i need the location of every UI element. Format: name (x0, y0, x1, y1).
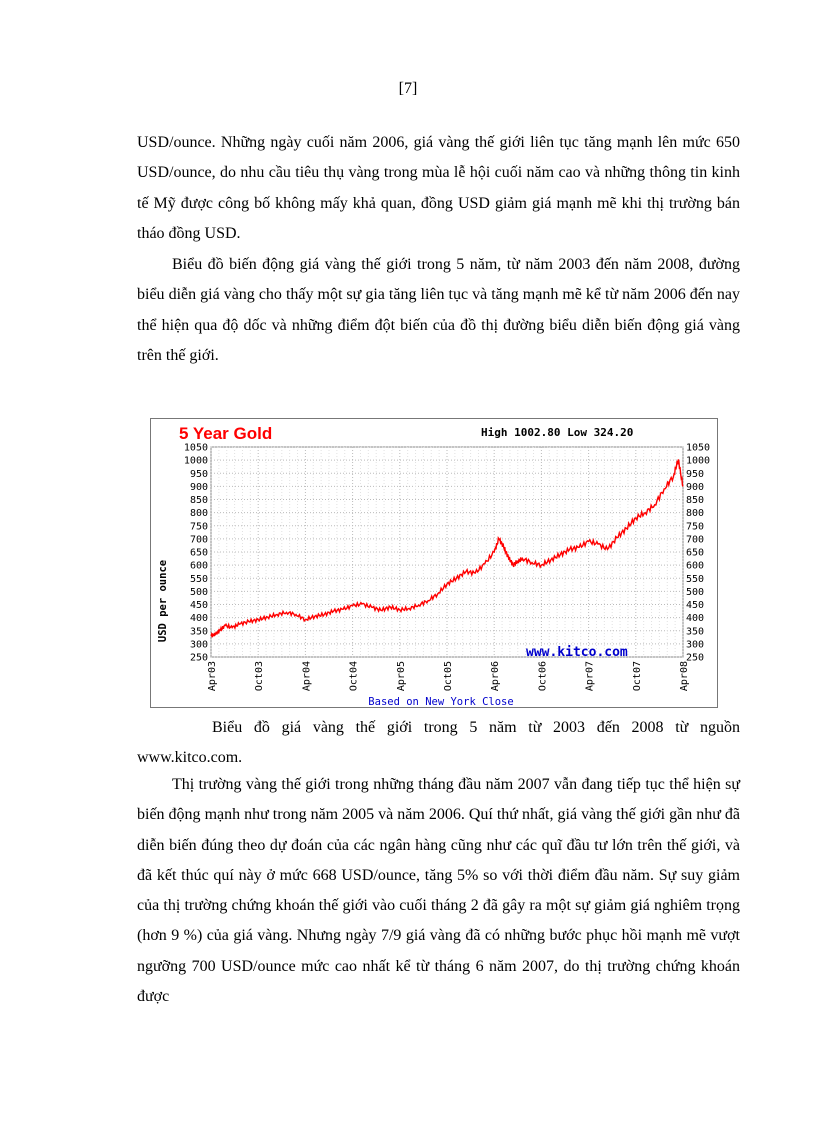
y-tick-label: 350 (686, 626, 705, 638)
y-tick-label: 750 (189, 521, 208, 533)
y-tick-label: 800 (686, 508, 705, 520)
chart-caption: Biểu đồ giá vàng thế giới trong 5 năm từ 2003 đến 2008 từ nguồn www.kitco.com. (137, 719, 740, 766)
y-tick-label: 500 (189, 586, 208, 598)
x-tick-label: Apr03 (207, 661, 218, 692)
x-tick-label: Oct06 (537, 661, 549, 692)
y-tick-label: 450 (189, 600, 208, 611)
x-tick-label: Oct05 (443, 661, 454, 692)
y-tick-label: 250 (189, 652, 208, 664)
page-number: [7] (398, 80, 418, 97)
y-tick-label: 1050 (183, 442, 208, 454)
y-tick-label: 700 (189, 534, 208, 546)
y-tick-label: 900 (189, 481, 208, 493)
chart-high-low: High 1002.80 Low 324.20 (481, 426, 634, 439)
plot-grid (211, 447, 683, 657)
x-tick-label: Apr05 (395, 661, 407, 692)
y-tick-label: 300 (686, 639, 705, 651)
x-tick-label: Oct04 (348, 661, 360, 692)
y-tick-label: 650 (189, 547, 208, 559)
x-axis-label: Based on New York Close (368, 696, 514, 707)
y-tick-label: 700 (686, 534, 705, 546)
y-tick-label: 250 (686, 652, 705, 664)
y-tick-label: 950 (686, 468, 705, 480)
y-tick-label: 550 (189, 573, 208, 585)
y-tick-label: 850 (686, 495, 705, 506)
y-tick-label: 600 (189, 560, 208, 572)
y-tick-label: 400 (686, 613, 705, 625)
y-axis-right (686, 443, 710, 664)
y-tick-label: 1000 (686, 455, 711, 467)
x-tick-label: Apr06 (490, 661, 502, 692)
x-tick-label: Apr08 (679, 661, 690, 692)
x-axis (207, 661, 690, 691)
x-tick-label: Oct07 (631, 661, 643, 692)
y-tick-label: 500 (686, 586, 705, 598)
y-tick-label: 800 (189, 508, 208, 520)
y-tick-label: 550 (686, 573, 705, 585)
y-tick-label: 900 (686, 481, 705, 493)
watermark: www.kitco.com (526, 645, 628, 660)
y-tick-label: 1000 (183, 455, 208, 467)
y-tick-label: 600 (686, 560, 705, 572)
paragraph-2: Biểu đồ biến động giá vàng thế giới trong 5 năm, từ năm 2003 đến năm 2008, đường biểu diễn giá vàng cho thấy một sự gia tăng liên tục và tăng mạnh mẽ kể từ năm 2006 đến nay thể hiện qua độ dốc và những điểm đột biến của đồ thị đường biểu diễn biến động giá vàng trên thế giới. (137, 256, 740, 364)
y-tick-label: 350 (189, 626, 208, 638)
y-tick-label: 750 (686, 521, 705, 533)
y-tick-label: 300 (189, 639, 208, 651)
y-tick-label: 650 (686, 547, 705, 559)
paragraph-1: USD/ounce. Những ngày cuối năm 2006, giá vàng thế giới liên tục tăng mạnh lên mức 650 USD/ounce, do nhu cầu tiêu thụ vàng trong mùa lễ hội cuối năm cao và những thông tin kinh tế Mỹ được công bố không mấy khả quan, đồng USD giảm giá mạnh mẽ khi thị trường bán tháo đồng USD. (137, 134, 740, 242)
y-axis-left (184, 443, 208, 664)
x-tick-label: Oct03 (254, 661, 266, 692)
y-tick-label: 950 (189, 468, 208, 480)
x-tick-label: Apr04 (301, 661, 313, 692)
y-tick-label: 850 (189, 495, 208, 506)
y-tick-label: 450 (686, 600, 705, 611)
chart-title: 5 Year Gold (179, 424, 273, 443)
gold-price-chart (150, 418, 718, 708)
x-tick-label: Apr07 (584, 661, 596, 692)
paragraph-3: Thị trường vàng thế giới trong những tháng đầu năm 2007 vẫn đang tiếp tục thể hiện sự biến động mạnh như trong năm 2005 và năm 2006. Quí thứ nhất, giá vàng thế giới gần như đã diễn biến đúng theo dự đoán của các ngân hàng cũng như các quĩ đầu tư lớn trên thế giới, và đã kết thúc quí này ở mức 668 USD/ounce, tăng 5% so với thời điểm đầu năm. Sự suy giảm của thị trường chứng khoán thế giới vào cuối tháng 2 đã gây ra một sự giảm giá nghiêm trọng (hơn 9 %) của giá vàng. Nhưng ngày 7/9 giá vàng đã có những bước phục hồi mạnh mẽ vượt ngưỡng 700 USD/ounce mức cao nhất kể từ tháng 6 năm 2007, do thị trường chứng khoán được (137, 776, 740, 1006)
y-axis-label: USD per ounce (157, 559, 169, 643)
y-tick-label: 1050 (686, 442, 711, 454)
y-tick-label: 400 (189, 613, 208, 625)
